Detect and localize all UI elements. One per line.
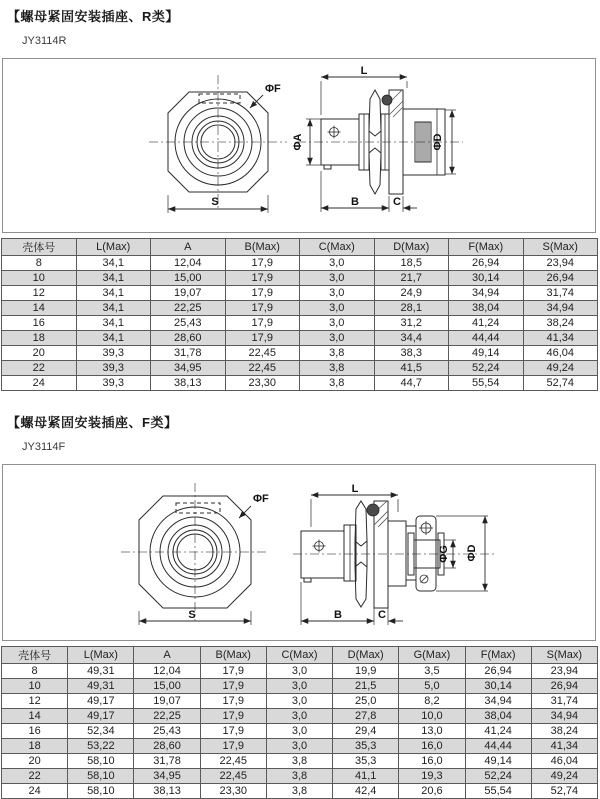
table-cell: 41,34 xyxy=(531,739,597,754)
gasket-section xyxy=(367,504,379,516)
table-cell: 55,54 xyxy=(449,376,524,391)
table-cell: 15,00 xyxy=(134,679,200,694)
table-cell: 8,2 xyxy=(399,694,465,709)
table-cell: 52,24 xyxy=(449,361,524,376)
table-cell: 49,24 xyxy=(531,769,597,784)
table-cell: 23,94 xyxy=(531,664,597,679)
table-row xyxy=(2,664,598,679)
table-cell: 44,44 xyxy=(449,331,524,346)
table-cell: 24 xyxy=(2,784,68,799)
table-cell: 19,07 xyxy=(134,694,200,709)
table-cell: 27,8 xyxy=(333,709,399,724)
dim-label-phiG: ΦG xyxy=(438,545,450,563)
table-cell: 26,94 xyxy=(523,271,598,286)
column-header: F(Max) xyxy=(465,647,531,664)
column-header: B(Max) xyxy=(200,647,266,664)
table-row xyxy=(2,361,598,376)
column-header: D(Max) xyxy=(374,239,449,256)
section-r-model-code: JY3114R xyxy=(22,35,67,47)
table-cell: 58,10 xyxy=(68,769,134,784)
table-cell: 19,9 xyxy=(333,664,399,679)
table-cell: 3,0 xyxy=(300,331,375,346)
table-cell: 5,0 xyxy=(399,679,465,694)
table-cell: 26,94 xyxy=(449,256,524,271)
table-row xyxy=(2,769,598,784)
table-cell: 41,5 xyxy=(374,361,449,376)
table-cell: 49,31 xyxy=(68,679,134,694)
table-cell: 41,1 xyxy=(333,769,399,784)
table-cell: 17,9 xyxy=(200,679,266,694)
dim-label-phiF: ΦF xyxy=(253,493,269,505)
table-cell: 3,0 xyxy=(300,286,375,301)
table-cell: 49,24 xyxy=(523,361,598,376)
table-cell: 12 xyxy=(2,286,77,301)
section-f xyxy=(0,412,600,799)
table-row xyxy=(2,331,598,346)
table-cell: 18 xyxy=(2,739,68,754)
dim-label-phiF: ΦF xyxy=(265,83,281,95)
column-header: C(Max) xyxy=(300,239,375,256)
table-cell: 34,95 xyxy=(134,769,200,784)
table-cell: 22 xyxy=(2,361,77,376)
column-header: B(Max) xyxy=(225,239,300,256)
table-cell: 22,45 xyxy=(200,754,266,769)
table-cell: 41,24 xyxy=(465,724,531,739)
r-front-view xyxy=(149,75,287,213)
table-cell: 10,0 xyxy=(399,709,465,724)
column-header: F(Max) xyxy=(449,239,524,256)
table-cell: 34,94 xyxy=(449,286,524,301)
column-header: C(Max) xyxy=(266,647,332,664)
table-cell: 26,94 xyxy=(465,664,531,679)
table-cell: 18 xyxy=(2,331,77,346)
table-cell: 58,10 xyxy=(68,784,134,799)
table-cell: 22,25 xyxy=(134,709,200,724)
table-cell: 10 xyxy=(2,271,77,286)
table-cell: 19,3 xyxy=(399,769,465,784)
table-cell: 34,1 xyxy=(76,271,151,286)
table-cell: 15,00 xyxy=(151,271,226,286)
table-cell: 3,5 xyxy=(399,664,465,679)
table-cell: 38,13 xyxy=(134,784,200,799)
table-row xyxy=(2,271,598,286)
dim-label-C: C xyxy=(378,609,386,621)
table-row xyxy=(2,694,598,709)
dim-label-B: B xyxy=(351,196,359,208)
table-cell: 34,1 xyxy=(76,301,151,316)
table-cell: 46,04 xyxy=(531,754,597,769)
table-cell: 17,9 xyxy=(225,331,300,346)
table-cell: 14 xyxy=(2,301,77,316)
table-cell: 22 xyxy=(2,769,68,784)
table-cell: 49,14 xyxy=(465,754,531,769)
table-cell: 49,14 xyxy=(449,346,524,361)
table-cell: 3,8 xyxy=(300,361,375,376)
f-spec-table xyxy=(1,646,598,799)
r-spec-table xyxy=(1,238,598,391)
f-front-view xyxy=(121,483,269,625)
table-row xyxy=(2,376,598,391)
table-cell: 39,3 xyxy=(76,376,151,391)
table-cell: 31,74 xyxy=(523,286,598,301)
table-cell: 52,74 xyxy=(523,376,598,391)
section-r-title: 【螺母紧固安装插座、R类】 xyxy=(7,9,179,24)
column-header: S(Max) xyxy=(523,239,598,256)
table-cell: 3,8 xyxy=(266,784,332,799)
table-cell: 31,2 xyxy=(374,316,449,331)
table-cell: 38,24 xyxy=(523,316,598,331)
table-cell: 44,44 xyxy=(465,739,531,754)
table-cell: 52,74 xyxy=(531,784,597,799)
keyway-marker xyxy=(176,503,220,513)
f-drawing-panel xyxy=(2,464,596,641)
column-header: 壳体号 xyxy=(2,647,68,664)
table-cell: 16,0 xyxy=(399,739,465,754)
dim-label-S: S xyxy=(188,609,196,621)
table-row xyxy=(2,286,598,301)
table-cell: 49,17 xyxy=(68,709,134,724)
table-row xyxy=(2,301,598,316)
header-row xyxy=(2,239,598,256)
section-r xyxy=(0,6,600,391)
table-cell: 22,25 xyxy=(151,301,226,316)
dim-label-B: B xyxy=(334,609,342,621)
table-cell: 19,07 xyxy=(151,286,226,301)
table-cell: 39,3 xyxy=(76,361,151,376)
table-cell: 28,60 xyxy=(134,739,200,754)
table-cell: 21,5 xyxy=(333,679,399,694)
header-row xyxy=(2,647,598,664)
table-cell: 3,0 xyxy=(300,271,375,286)
table-cell: 24,9 xyxy=(374,286,449,301)
table-cell: 46,04 xyxy=(523,346,598,361)
table-cell: 20,6 xyxy=(399,784,465,799)
table-cell: 13,0 xyxy=(399,724,465,739)
table-cell: 3,0 xyxy=(266,664,332,679)
table-row xyxy=(2,256,598,271)
table-row xyxy=(2,739,598,754)
table-cell: 17,9 xyxy=(200,709,266,724)
table-cell: 3,0 xyxy=(266,694,332,709)
table-cell: 22,45 xyxy=(200,769,266,784)
section-f-title: 【螺母紧固安装插座、F类】 xyxy=(7,415,178,430)
table-cell: 16 xyxy=(2,316,77,331)
r-side-view xyxy=(292,65,463,212)
table-cell: 44,7 xyxy=(374,376,449,391)
table-cell: 38,04 xyxy=(449,301,524,316)
table-cell: 25,43 xyxy=(151,316,226,331)
table-cell: 16,0 xyxy=(399,754,465,769)
table-cell: 8 xyxy=(2,256,77,271)
table-cell: 52,24 xyxy=(465,769,531,784)
table-cell: 3,8 xyxy=(300,346,375,361)
column-header: L(Max) xyxy=(68,647,134,664)
table-cell: 42,4 xyxy=(333,784,399,799)
dim-label-phiD: ΦD xyxy=(466,544,478,562)
table-cell: 31,78 xyxy=(151,346,226,361)
dim-label-phiD: ΦD xyxy=(432,133,444,151)
table-cell: 14 xyxy=(2,709,68,724)
table-cell: 25,0 xyxy=(333,694,399,709)
table-cell: 10 xyxy=(2,679,68,694)
dim-label-L: L xyxy=(360,65,368,77)
table-cell: 3,0 xyxy=(266,739,332,754)
table-cell: 17,9 xyxy=(225,301,300,316)
table-cell: 18,5 xyxy=(374,256,449,271)
table-cell: 34,95 xyxy=(151,361,226,376)
table-row xyxy=(2,784,598,799)
column-header: L(Max) xyxy=(76,239,151,256)
table-cell: 41,34 xyxy=(523,331,598,346)
table-cell: 38,04 xyxy=(465,709,531,724)
table-row xyxy=(2,679,598,694)
column-header: A xyxy=(151,239,226,256)
table-cell: 28,1 xyxy=(374,301,449,316)
table-cell: 8 xyxy=(2,664,68,679)
table-cell: 52,34 xyxy=(68,724,134,739)
table-cell: 3,8 xyxy=(300,376,375,391)
table-cell: 31,74 xyxy=(531,694,597,709)
dim-label-phiA: ΦA xyxy=(292,133,304,151)
table-cell: 21,7 xyxy=(374,271,449,286)
table-cell: 35,3 xyxy=(333,739,399,754)
table-cell: 17,9 xyxy=(200,694,266,709)
table-cell: 20 xyxy=(2,346,77,361)
dim-label-S: S xyxy=(211,196,219,208)
table-cell: 28,60 xyxy=(151,331,226,346)
table-cell: 34,1 xyxy=(76,316,151,331)
table-cell: 55,54 xyxy=(465,784,531,799)
table-cell: 20 xyxy=(2,754,68,769)
table-row xyxy=(2,724,598,739)
table-cell: 34,1 xyxy=(76,331,151,346)
table-row xyxy=(2,346,598,361)
table-cell: 49,17 xyxy=(68,694,134,709)
table-cell: 17,9 xyxy=(200,724,266,739)
table-cell: 41,24 xyxy=(449,316,524,331)
table-cell: 23,30 xyxy=(200,784,266,799)
table-cell: 17,9 xyxy=(225,316,300,331)
column-header: D(Max) xyxy=(333,647,399,664)
column-header: 壳体号 xyxy=(2,239,77,256)
table-cell: 34,1 xyxy=(76,256,151,271)
table-cell: 3,0 xyxy=(266,709,332,724)
table-cell: 17,9 xyxy=(225,271,300,286)
table-cell: 22,45 xyxy=(225,361,300,376)
table-cell: 31,78 xyxy=(134,754,200,769)
table-cell: 30,14 xyxy=(465,679,531,694)
dim-label-L: L xyxy=(351,483,359,495)
dim-label-C: C xyxy=(393,196,401,208)
jy3114f-dimension-drawing xyxy=(3,465,595,635)
table-cell: 3,0 xyxy=(266,724,332,739)
table-cell: 34,94 xyxy=(523,301,598,316)
table-cell: 38,3 xyxy=(374,346,449,361)
table-cell: 3,0 xyxy=(300,316,375,331)
table-cell: 24 xyxy=(2,376,77,391)
table-cell: 3,0 xyxy=(266,679,332,694)
table-row xyxy=(2,709,598,724)
table-cell: 53,22 xyxy=(68,739,134,754)
table-cell: 35,3 xyxy=(333,754,399,769)
table-cell: 38,13 xyxy=(151,376,226,391)
f-side-view xyxy=(293,483,495,625)
table-cell: 29,4 xyxy=(333,724,399,739)
table-row xyxy=(2,754,598,769)
table-cell: 12,04 xyxy=(134,664,200,679)
table-cell: 49,31 xyxy=(68,664,134,679)
table-cell: 34,94 xyxy=(465,694,531,709)
table-cell: 12 xyxy=(2,694,68,709)
table-cell: 3,0 xyxy=(300,301,375,316)
gasket-section xyxy=(382,95,392,105)
table-cell: 34,1 xyxy=(76,286,151,301)
r-drawing-panel xyxy=(2,58,596,233)
table-cell: 3,8 xyxy=(266,769,332,784)
table-cell: 58,10 xyxy=(68,754,134,769)
table-cell: 39,3 xyxy=(76,346,151,361)
column-header: A xyxy=(134,647,200,664)
table-cell: 25,43 xyxy=(134,724,200,739)
table-cell: 23,30 xyxy=(225,376,300,391)
table-cell: 22,45 xyxy=(225,346,300,361)
table-cell: 30,14 xyxy=(449,271,524,286)
table-cell: 34,4 xyxy=(374,331,449,346)
column-header: S(Max) xyxy=(531,647,597,664)
table-cell: 12,04 xyxy=(151,256,226,271)
table-cell: 26,94 xyxy=(531,679,597,694)
table-cell: 17,9 xyxy=(225,256,300,271)
jy3114r-dimension-drawing xyxy=(3,59,595,227)
column-header: G(Max) xyxy=(399,647,465,664)
table-cell: 34,94 xyxy=(531,709,597,724)
table-cell: 17,9 xyxy=(225,286,300,301)
table-cell: 3,0 xyxy=(300,256,375,271)
table-cell: 3,8 xyxy=(266,754,332,769)
table-cell: 38,24 xyxy=(531,724,597,739)
section-f-model-code: JY3114F xyxy=(22,441,66,453)
table-row xyxy=(2,316,598,331)
table-cell: 16 xyxy=(2,724,68,739)
table-cell: 17,9 xyxy=(200,664,266,679)
table-cell: 23,94 xyxy=(523,256,598,271)
table-cell: 17,9 xyxy=(200,739,266,754)
